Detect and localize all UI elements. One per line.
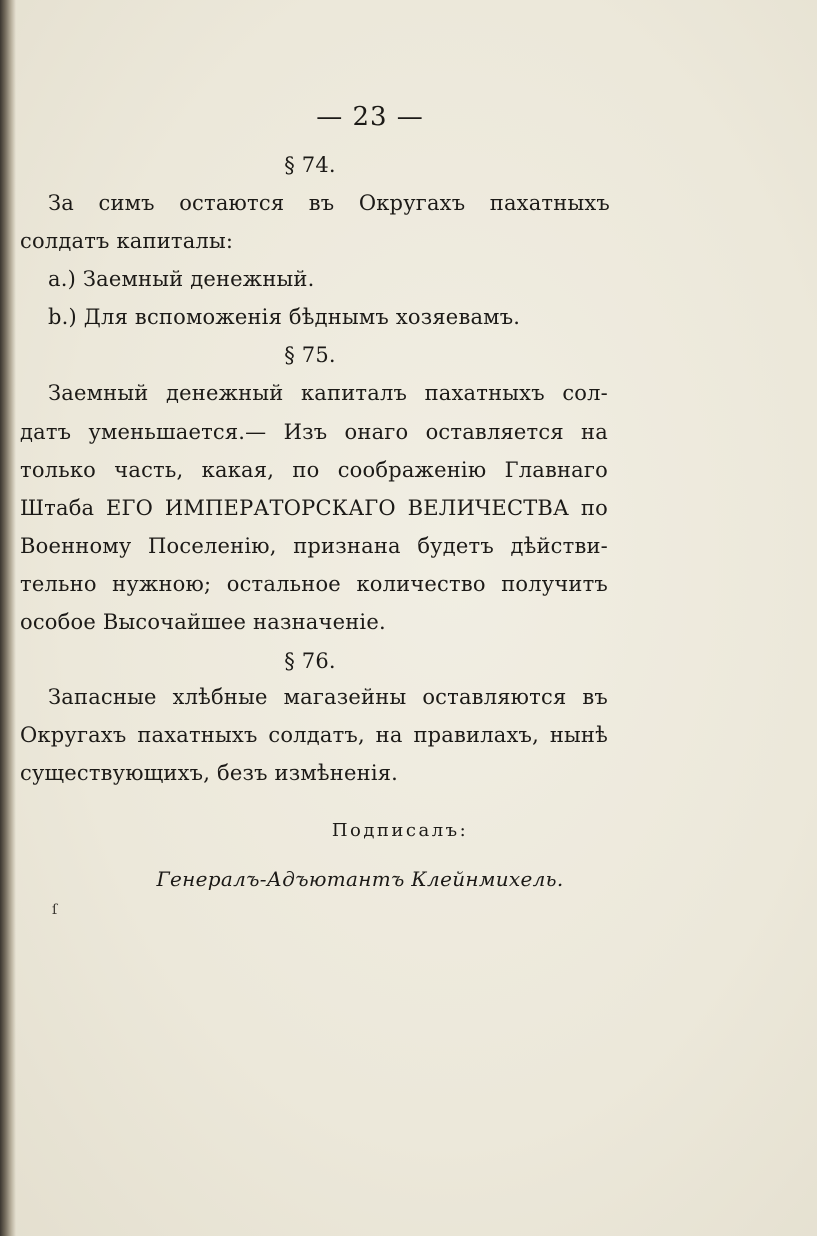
word: Поселенію,	[148, 534, 277, 558]
word: ИМПЕРАТОРСКАГО	[164, 496, 396, 520]
word: солдатъ капиталы:	[20, 229, 234, 253]
word: нынѣ	[549, 723, 608, 747]
text-line	[48, 304, 520, 330]
text-line	[20, 228, 233, 254]
word: магазейны	[283, 685, 407, 709]
word: солдатъ,	[268, 723, 365, 747]
word: оставляются	[422, 685, 567, 709]
word: Округахъ	[358, 191, 466, 215]
word: Запасные	[48, 685, 157, 709]
word: Округахъ	[20, 723, 127, 747]
word: симъ	[98, 191, 155, 215]
word: ЕГО	[106, 496, 154, 520]
text-line	[20, 571, 608, 597]
signed-label: Подписалъ:	[331, 820, 469, 841]
word: часть,	[114, 458, 184, 482]
page-number: — 23 —	[316, 102, 424, 132]
text-line	[48, 684, 608, 710]
book-spine-shadow	[0, 0, 16, 1236]
text-line	[20, 419, 608, 445]
word: Заемный	[48, 381, 149, 405]
word: тельно	[20, 572, 97, 596]
word: остальное	[226, 572, 341, 596]
text-line	[20, 533, 608, 559]
word: денежный	[166, 381, 284, 405]
word: Военному	[20, 534, 132, 558]
word: пахатныхъ	[489, 191, 610, 215]
text-line	[20, 609, 386, 635]
word: признана	[293, 534, 401, 558]
word: по	[580, 496, 608, 520]
text-line	[20, 722, 608, 748]
word: пахатныхъ	[137, 723, 258, 747]
section-heading: § 74.	[284, 153, 336, 177]
word: по	[292, 458, 320, 482]
word: За	[48, 191, 75, 215]
text-line	[20, 495, 608, 521]
word: датъ	[20, 420, 72, 444]
word: Изъ	[283, 420, 328, 444]
word: дѣйстви-	[510, 534, 608, 558]
word: правилахъ,	[413, 723, 539, 747]
word: капиталъ	[300, 381, 408, 405]
word: b.) Для вспоможенія бѣднымъ хозяевамъ.	[48, 305, 521, 329]
word: Штаба	[20, 496, 95, 520]
word: какая,	[201, 458, 275, 482]
word: получитъ	[501, 572, 608, 596]
text-line	[48, 380, 608, 406]
word: оставляется	[425, 420, 564, 444]
text-line	[20, 457, 608, 483]
word: нужною;	[112, 572, 212, 596]
section-heading: § 75.	[284, 343, 336, 367]
word: Главнаго	[504, 458, 608, 482]
word: существующихъ, безъ измѣненія.	[20, 761, 399, 785]
word: только	[20, 458, 97, 482]
word: ВЕЛИЧЕСТВА	[407, 496, 570, 520]
word: пахатныхъ	[424, 381, 545, 405]
word: онаго	[344, 420, 409, 444]
word: будетъ	[417, 534, 494, 558]
word: соображенію	[337, 458, 487, 482]
word: на	[375, 723, 403, 747]
word: остаются	[179, 191, 285, 215]
word: количество	[356, 572, 486, 596]
word: на	[581, 420, 608, 444]
word: a.) Заемный денежный.	[48, 267, 315, 291]
word: въ	[582, 685, 608, 709]
signature: Генералъ-Адъютантъ Клейнмихель.	[156, 867, 564, 891]
text-line	[20, 760, 398, 786]
section-heading: § 76.	[284, 649, 336, 673]
text-line	[48, 266, 315, 292]
word: сол-	[562, 381, 608, 405]
word: уменьшается.—	[88, 420, 267, 444]
text-line	[48, 190, 610, 216]
word: хлѣбные	[172, 685, 268, 709]
word: особое Высочайшее назначеніе.	[20, 610, 386, 634]
word: въ	[308, 191, 335, 215]
stray-mark: ſ	[52, 902, 58, 918]
